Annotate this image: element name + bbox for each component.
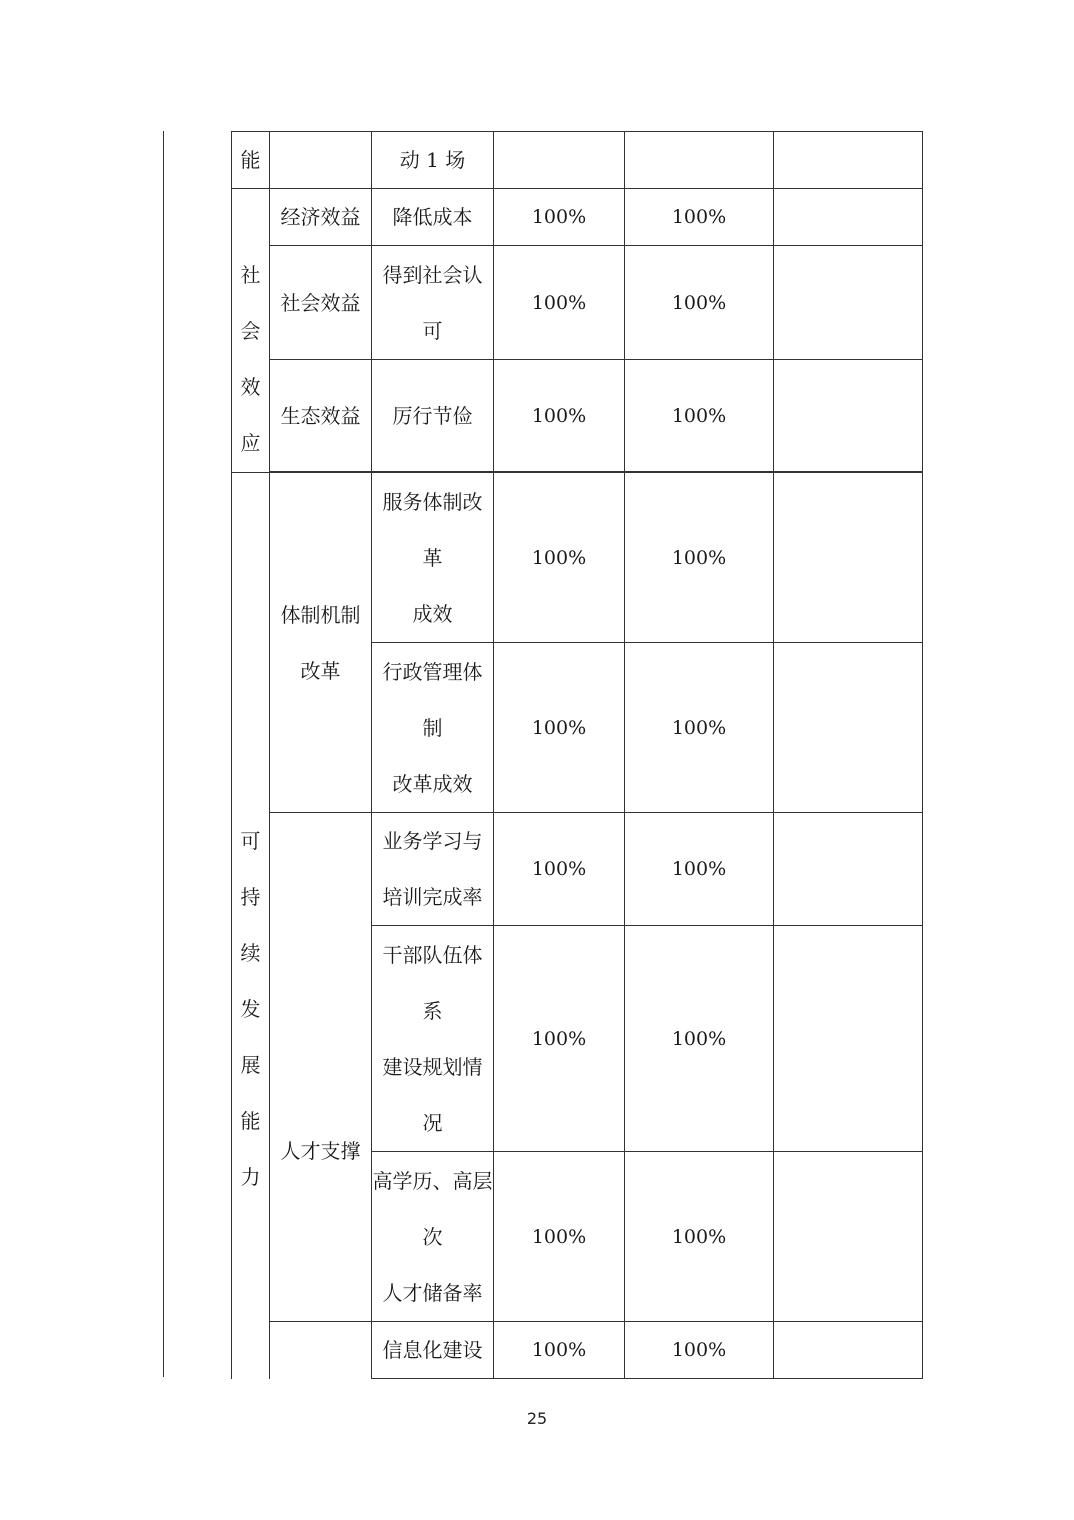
actual-value-cell: 100% bbox=[625, 1152, 774, 1322]
note-cell bbox=[774, 643, 923, 813]
actual-value-cell: 100% bbox=[625, 189, 774, 246]
indicator-cell: 服务体制改 革 成效 bbox=[372, 473, 494, 643]
category-char: 社 bbox=[240, 263, 261, 287]
actual-value-cell: 100% bbox=[625, 643, 774, 813]
actual-value-cell bbox=[625, 132, 774, 189]
note-cell bbox=[774, 360, 923, 472]
target-value-cell: 100% bbox=[494, 643, 625, 813]
sub-category-cell: 社会效益 bbox=[270, 246, 372, 360]
sub-category-cell-talent-support: 人才支撑 bbox=[270, 813, 372, 1322]
category-cell: 能 bbox=[232, 132, 270, 189]
note-cell bbox=[774, 246, 923, 360]
table-row bbox=[232, 189, 923, 246]
actual-value-cell: 100% bbox=[625, 360, 774, 472]
actual-value-cell: 100% bbox=[625, 246, 774, 360]
category-cell-social-effect bbox=[232, 189, 270, 473]
target-value-cell bbox=[494, 132, 625, 189]
note-cell bbox=[774, 1152, 923, 1322]
note-cell bbox=[774, 1322, 923, 1379]
actual-value-cell: 100% bbox=[625, 813, 774, 926]
actual-value-cell: 100% bbox=[625, 1322, 774, 1379]
table-row bbox=[232, 360, 923, 472]
table-row bbox=[232, 246, 923, 360]
note-cell bbox=[774, 132, 923, 189]
indicator-cell: 厉行节俭 bbox=[372, 360, 494, 472]
actual-value-cell: 100% bbox=[625, 473, 774, 643]
target-value-cell: 100% bbox=[494, 360, 625, 472]
note-cell bbox=[774, 189, 923, 246]
note-cell bbox=[774, 813, 923, 926]
indicator-cell: 动 1 场 bbox=[372, 132, 494, 189]
table-row bbox=[232, 813, 923, 926]
sub-category-cell: 生态效益 bbox=[270, 360, 372, 472]
category-char: 会 bbox=[240, 319, 261, 343]
table-row bbox=[232, 473, 923, 643]
target-value-cell: 100% bbox=[494, 813, 625, 926]
sub-category-cell bbox=[270, 1322, 372, 1379]
category-char: 效 bbox=[240, 375, 261, 399]
target-value-cell: 100% bbox=[494, 189, 625, 246]
target-value-cell: 100% bbox=[494, 473, 625, 643]
category-cell-sustainable-development bbox=[232, 473, 270, 1379]
target-value-cell: 100% bbox=[494, 1152, 625, 1322]
note-cell bbox=[774, 473, 923, 643]
category-char: 展 bbox=[240, 1053, 261, 1077]
sub-category-cell: 经济效益 bbox=[270, 189, 372, 246]
target-value-cell: 100% bbox=[494, 1322, 625, 1379]
target-value-cell: 100% bbox=[494, 246, 625, 360]
sub-category-cell-institutional-reform: 体制机制 改革 bbox=[270, 473, 372, 813]
category-char: 力 bbox=[240, 1165, 261, 1189]
category-char: 发 bbox=[240, 997, 261, 1021]
target-value-cell: 100% bbox=[494, 926, 625, 1152]
performance-indicator-table bbox=[231, 131, 923, 1379]
indicator-cell: 信息化建设 bbox=[372, 1322, 494, 1379]
page-left-rule bbox=[163, 131, 164, 1377]
table-row bbox=[232, 132, 923, 189]
indicator-cell: 高学历、高层 次 人才储备率 bbox=[372, 1152, 494, 1322]
indicator-cell: 行政管理体 制 改革成效 bbox=[372, 643, 494, 813]
indicator-cell: 干部队伍体 系 建设规划情 况 bbox=[372, 926, 494, 1152]
table-row bbox=[232, 1322, 923, 1379]
category-char: 续 bbox=[240, 941, 261, 965]
category-char: 可 bbox=[240, 829, 261, 853]
indicator-cell: 业务学习与 培训完成率 bbox=[372, 813, 494, 926]
sub-category-cell bbox=[270, 132, 372, 189]
note-cell bbox=[774, 926, 923, 1152]
category-char: 持 bbox=[240, 885, 261, 909]
page-number: 25 bbox=[526, 1409, 548, 1428]
category-char: 能 bbox=[240, 1109, 261, 1133]
actual-value-cell: 100% bbox=[625, 926, 774, 1152]
category-char: 应 bbox=[240, 431, 261, 455]
indicator-cell: 得到社会认 可 bbox=[372, 246, 494, 360]
indicator-cell: 降低成本 bbox=[372, 189, 494, 246]
